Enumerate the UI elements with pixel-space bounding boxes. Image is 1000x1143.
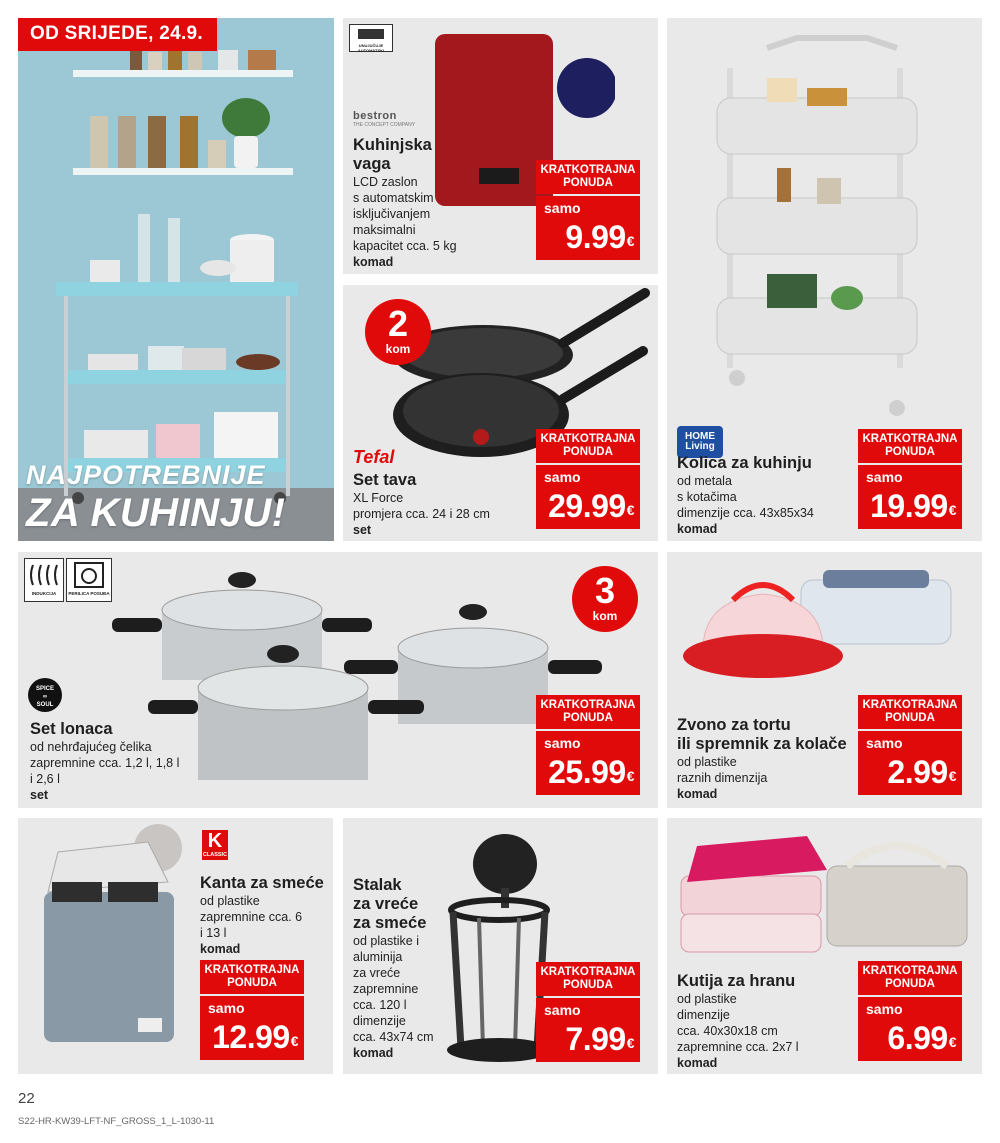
product-desc: dimenzije xyxy=(677,1008,730,1022)
samo-label: samo xyxy=(866,469,903,485)
date-badge: OD SRIJEDE, 24.9. xyxy=(18,18,217,51)
pots-text xyxy=(30,720,230,803)
samo-label: samo xyxy=(544,1002,581,1018)
product-card-cake[interactable] xyxy=(667,552,982,808)
promo-box xyxy=(200,960,304,1060)
promo-label-line1: KRATKOTRAJNA xyxy=(540,433,636,445)
auto-off-icon xyxy=(349,24,393,52)
brand-line2: SOUL xyxy=(36,702,54,708)
product-unit: komad xyxy=(677,522,718,536)
trolley-text xyxy=(677,454,862,537)
induction-icon-label: INDUKCIJA xyxy=(31,591,57,596)
quantity-unit: kom xyxy=(385,342,411,356)
trash-bin-image xyxy=(28,822,198,1062)
dishwasher-icon-label: PERILICA POSUĐA xyxy=(68,591,110,596)
currency-symbol: € xyxy=(948,768,956,784)
product-desc: kapacitet cca. 5 kg xyxy=(353,239,457,253)
cake-container-image xyxy=(673,560,973,700)
promo-label-line2: PONUDA xyxy=(227,977,277,989)
product-desc: zapremnine cca. 6 xyxy=(200,910,303,924)
price-number: 6.99 xyxy=(887,1020,948,1056)
product-desc: za vreće xyxy=(353,966,401,980)
product-card-pans[interactable] xyxy=(343,285,658,541)
product-desc: maksimalni xyxy=(353,223,416,237)
promo-box xyxy=(536,962,640,1062)
promo-label-line1: KRATKOTRAJNA xyxy=(204,964,300,976)
product-desc: promjera cca. 24 i 28 cm xyxy=(353,507,490,521)
promo-label-line2: PONUDA xyxy=(885,712,935,724)
product-desc: od plastike i xyxy=(353,934,420,948)
price-value xyxy=(870,488,956,525)
brand-line1: SPICE xyxy=(35,686,54,692)
price-number: 19.99 xyxy=(870,488,948,524)
price-value xyxy=(887,1020,956,1057)
product-desc: zapremnine xyxy=(353,982,419,996)
promo-label-line2: PONUDA xyxy=(885,978,935,990)
hero-title xyxy=(26,462,286,533)
product-title: Kuhinjska xyxy=(353,136,432,154)
price-tag xyxy=(536,998,640,1062)
product-title: Set lonaca xyxy=(30,720,113,738)
product-unit: set xyxy=(353,523,372,537)
product-unit: komad xyxy=(353,255,394,269)
spice-soul-logo: SPICE ∞ SOUL xyxy=(28,678,62,712)
promo-label xyxy=(858,961,962,995)
currency-symbol: € xyxy=(626,233,634,249)
promo-box xyxy=(536,695,640,795)
product-title: ili spremnik za kolače xyxy=(677,735,847,753)
price-value xyxy=(548,754,634,791)
pots-feature-icons xyxy=(24,558,112,602)
promo-label xyxy=(536,962,640,996)
product-card-bagstand[interactable] xyxy=(343,818,658,1074)
price-tag xyxy=(858,731,962,795)
product-desc: zapremnine cca. 1,2 l, 1,8 l xyxy=(30,756,180,770)
samo-label: samo xyxy=(866,735,903,751)
product-desc: LCD zaslon xyxy=(353,175,418,189)
bestron-brand-sub: THE CONCEPT COMPANY xyxy=(353,122,416,128)
samo-label: samo xyxy=(544,469,581,485)
product-desc: od plastike xyxy=(677,755,737,769)
promo-box xyxy=(536,160,640,260)
samo-label: samo xyxy=(544,200,581,216)
quantity-number: 2 xyxy=(387,303,409,344)
product-desc: od plastike xyxy=(677,992,737,1006)
promo-label-line2: PONUDA xyxy=(885,446,935,458)
product-card-pots[interactable] xyxy=(18,552,658,808)
brand-line1: HOME xyxy=(685,431,715,442)
currency-symbol: € xyxy=(290,1033,298,1049)
product-unit: komad xyxy=(353,1046,394,1060)
product-desc: cca. 43x74 cm xyxy=(353,1030,434,1044)
print-code: S22-HR-KW39-LFT-NF_GROSS_1_L-1030-11 xyxy=(18,1116,215,1127)
product-unit: komad xyxy=(677,787,718,801)
k-logo-classic: CLASSIC xyxy=(202,852,228,858)
price-value xyxy=(548,488,634,525)
bin-text xyxy=(200,874,330,957)
promo-label-line2: PONUDA xyxy=(563,446,613,458)
promo-label-line1: KRATKOTRAJNA xyxy=(862,433,958,445)
product-desc: dimenzije xyxy=(353,1014,406,1028)
price-value xyxy=(565,1021,634,1058)
price-tag xyxy=(200,996,304,1060)
product-desc: zapremnine cca. 2x7 l xyxy=(677,1040,799,1054)
trolley-image xyxy=(707,28,927,418)
product-card-scale[interactable] xyxy=(343,18,658,274)
product-desc: cca. 40x30x18 cm xyxy=(677,1024,778,1038)
product-desc: aluminija xyxy=(353,950,403,964)
product-desc: i 2,6 l xyxy=(30,772,60,786)
product-unit: komad xyxy=(677,1056,718,1070)
product-title: za smeće xyxy=(353,914,427,932)
promo-box xyxy=(858,695,962,795)
promo-label xyxy=(858,429,962,463)
product-desc: XL Force xyxy=(353,491,404,505)
price-number: 9.99 xyxy=(565,219,626,255)
product-unit: komad xyxy=(200,942,241,956)
product-desc: s automatskim xyxy=(353,191,434,205)
bestron-brand-name: bestron xyxy=(353,110,397,122)
product-unit: set xyxy=(30,788,49,802)
product-title: Stalak xyxy=(353,876,402,894)
pans-text xyxy=(353,471,523,538)
samo-label: samo xyxy=(544,735,581,751)
currency-symbol: € xyxy=(626,768,634,784)
price-tag xyxy=(536,465,640,529)
quantity-unit: kom xyxy=(592,609,618,623)
quantity-number: 3 xyxy=(594,570,616,611)
price-number: 2.99 xyxy=(887,754,948,790)
price-value xyxy=(212,1019,298,1056)
product-title: Kolica za kuhinju xyxy=(677,454,812,472)
promo-label-line1: KRATKOTRAJNA xyxy=(862,699,958,711)
product-title: Zvono za tortu xyxy=(677,716,791,734)
product-desc: i 13 l xyxy=(200,926,227,940)
promo-label-line2: PONUDA xyxy=(563,712,613,724)
promo-label-line1: KRATKOTRAJNA xyxy=(540,164,636,176)
currency-symbol: € xyxy=(626,1035,634,1051)
bagstand-text xyxy=(353,876,453,1061)
hero-panel xyxy=(18,18,334,541)
scale-text xyxy=(353,136,513,270)
currency-symbol: € xyxy=(948,1034,956,1050)
product-card-bin[interactable] xyxy=(18,818,333,1074)
product-desc: cca. 120 l xyxy=(353,998,407,1012)
samo-label: samo xyxy=(208,1000,245,1016)
promo-label-line1: KRATKOTRAJNA xyxy=(540,699,636,711)
dishwasher-icon xyxy=(66,558,112,602)
promo-label-line1: KRATKOTRAJNA xyxy=(540,966,636,978)
product-title: Kutija za hranu xyxy=(677,972,796,990)
product-desc: od metala xyxy=(677,474,732,488)
product-desc: s kotačima xyxy=(677,490,737,504)
price-tag xyxy=(536,196,640,260)
k-logo-letter: K xyxy=(207,830,223,852)
promo-label-line2: PONUDA xyxy=(563,979,613,991)
price-tag xyxy=(858,465,962,529)
promo-box xyxy=(536,429,640,529)
price-number: 29.99 xyxy=(548,488,626,524)
cake-text xyxy=(677,716,867,802)
price-number: 7.99 xyxy=(565,1021,626,1057)
product-desc: dimenzije cca. 43x85x34 xyxy=(677,506,814,520)
product-desc: od plastike xyxy=(200,894,260,908)
price-number: 25.99 xyxy=(548,754,626,790)
promo-label xyxy=(536,160,640,194)
tefal-logo: Tefal xyxy=(353,447,395,467)
hero-title-line2: ZA KUHINJU! xyxy=(26,491,286,535)
price-value xyxy=(887,754,956,791)
product-title: za vreće xyxy=(353,895,419,913)
samo-label: samo xyxy=(866,1001,903,1017)
bestron-logo xyxy=(353,110,415,128)
promo-label xyxy=(536,695,640,729)
product-desc: raznih dimenzija xyxy=(677,771,768,785)
price-value xyxy=(565,219,634,256)
product-title: Kanta za smeće xyxy=(200,874,324,892)
price-number: 12.99 xyxy=(212,1019,290,1055)
promo-box xyxy=(858,961,962,1061)
price-tag xyxy=(536,731,640,795)
product-card-foodbox[interactable] xyxy=(667,818,982,1074)
foodbox-text xyxy=(677,972,847,1071)
price-tag xyxy=(858,997,962,1061)
promo-label-line1: KRATKOTRAJNA xyxy=(862,965,958,977)
product-title: vaga xyxy=(353,155,391,173)
quantity-badge xyxy=(572,566,638,632)
hero-title-line1: NAJPOTREBNIJE xyxy=(26,460,266,490)
promo-label xyxy=(858,695,962,729)
product-title: Set tava xyxy=(353,471,417,489)
product-desc: isključivanjem xyxy=(353,207,431,221)
currency-symbol: € xyxy=(626,502,634,518)
product-card-trolley[interactable] xyxy=(667,18,982,541)
promo-label-line2: PONUDA xyxy=(563,177,613,189)
k-classic-logo xyxy=(202,830,228,860)
page-number: 22 xyxy=(18,1090,35,1107)
promo-label xyxy=(200,960,304,994)
brand-line2: Living xyxy=(685,441,715,452)
induction-icon xyxy=(24,558,64,602)
auto-off-icon-label: UNUJUČUJE AUTOMATSKI xyxy=(357,43,385,53)
promo-label xyxy=(536,429,640,463)
promo-box xyxy=(858,429,962,529)
currency-symbol: € xyxy=(948,502,956,518)
product-desc: od nehrđajućeg čelika xyxy=(30,740,152,754)
quantity-badge xyxy=(365,299,431,365)
food-box-image xyxy=(677,826,973,966)
